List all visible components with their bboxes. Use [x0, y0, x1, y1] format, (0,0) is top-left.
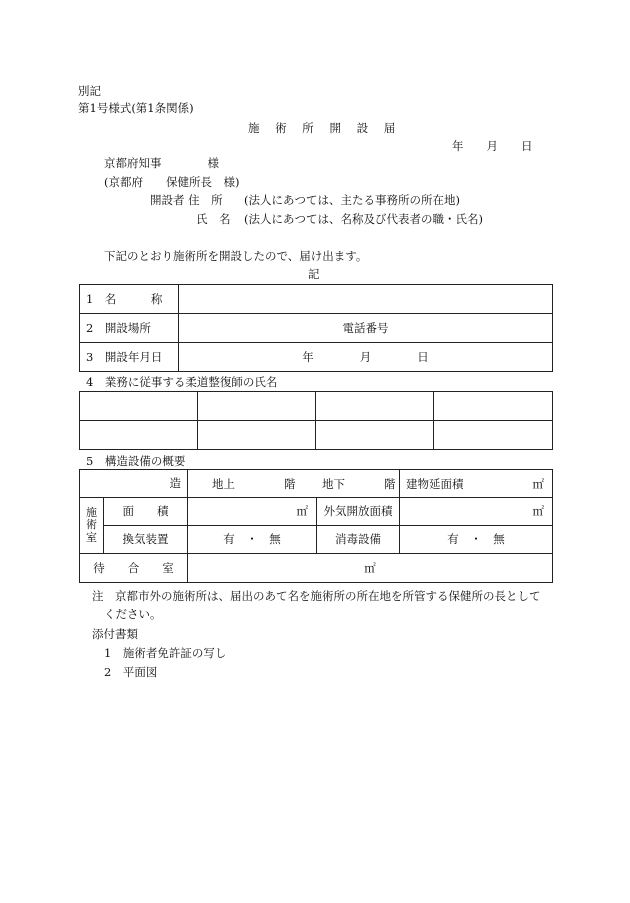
practitioner-name-cell[interactable] [316, 421, 434, 450]
note-line-2: ください。 [104, 607, 162, 621]
waiting-room-area-unit[interactable]: ㎡ [188, 554, 553, 583]
practitioner-name-cell[interactable] [434, 421, 553, 450]
name-label: 1 名 称 [80, 285, 179, 314]
section5-heading: 5 構造設備の概要 [86, 454, 186, 468]
basic-info-table [79, 284, 553, 372]
ground-floor-unit: 階 [284, 477, 296, 491]
opening-date-label: 3 開設年月日 [80, 343, 179, 372]
name-field[interactable] [179, 285, 553, 314]
practitioner-name-cell[interactable] [80, 421, 198, 450]
practitioner-name-cell[interactable] [316, 392, 434, 421]
practitioner-name-cell[interactable] [198, 392, 316, 421]
addressee-governor: 京都府知事 様 [104, 156, 219, 170]
facility-table [79, 469, 553, 583]
practitioner-name-cell[interactable] [198, 421, 316, 450]
open-air-area-label: 外気開放面積 [317, 498, 400, 526]
disinfection-yes-no[interactable]: 有 ・ 無 [400, 526, 553, 554]
form-number: 第1号様式(第1条関係) [78, 101, 194, 115]
attachment-2: 2 平面図 [104, 665, 158, 679]
document-title: 施 術 所 開 設 届 [248, 121, 402, 135]
ground-label: 地上 [212, 477, 235, 491]
treatment-room-label: 施術室 [80, 498, 104, 554]
location-label: 2 開設場所 [80, 314, 179, 343]
attachment-1: 1 施術者免許証の写し [104, 646, 227, 660]
structure-label[interactable]: 造 [80, 470, 188, 498]
phone-number-label[interactable]: 電話番号 [179, 314, 553, 343]
submission-date: 年 月 日 [452, 139, 533, 153]
ki-label: 記 [308, 267, 320, 281]
underground-floor-unit: 階 [384, 477, 396, 491]
area-label: 面 積 [104, 498, 188, 526]
area-unit[interactable]: ㎡ [188, 498, 317, 526]
total-floor-area-label: 建物延面積 [406, 477, 464, 491]
practitioner-names-table [79, 391, 553, 450]
founder-address-label: 開設者 住 所 [150, 193, 223, 207]
ventilation-yes-no[interactable]: 有 ・ 無 [188, 526, 317, 554]
practitioner-name-cell[interactable] [80, 392, 198, 421]
underground-label: 地下 [322, 477, 345, 491]
founder-name-note: (法人にあつては、名称及び代表者の職・氏名) [244, 212, 483, 226]
appendix-label: 別記 [78, 84, 101, 98]
statement-text: 下記のとおり施術所を開設したので、届け出ます。 [104, 249, 368, 263]
opening-date-field[interactable]: 年 月 日 [179, 343, 553, 372]
addressee-health-center: (京都府 保健所長 様) [104, 175, 240, 189]
practitioner-name-cell[interactable] [434, 392, 553, 421]
attachments-heading: 添付書類 [92, 627, 138, 641]
section4-heading: 4 業務に従事する柔道整復師の氏名 [86, 375, 278, 389]
open-air-area-unit[interactable]: ㎡ [400, 498, 553, 526]
total-floor-area-unit: ㎡ [532, 477, 544, 491]
founder-address-note: (法人にあつては、主たる事務所の所在地) [244, 193, 460, 207]
total-floor-area-cell[interactable] [400, 470, 553, 498]
floors-cell[interactable] [188, 470, 400, 498]
waiting-room-label: 待 合 室 [80, 554, 188, 583]
founder-name-label: 氏 名 [196, 212, 231, 226]
note-line-1: 注 京都市外の施術所は、届出のあて名を施術所の所在地を所管する保健所の長として [92, 589, 541, 603]
disinfection-label: 消毒設備 [317, 526, 400, 554]
ventilation-label: 換気装置 [104, 526, 188, 554]
